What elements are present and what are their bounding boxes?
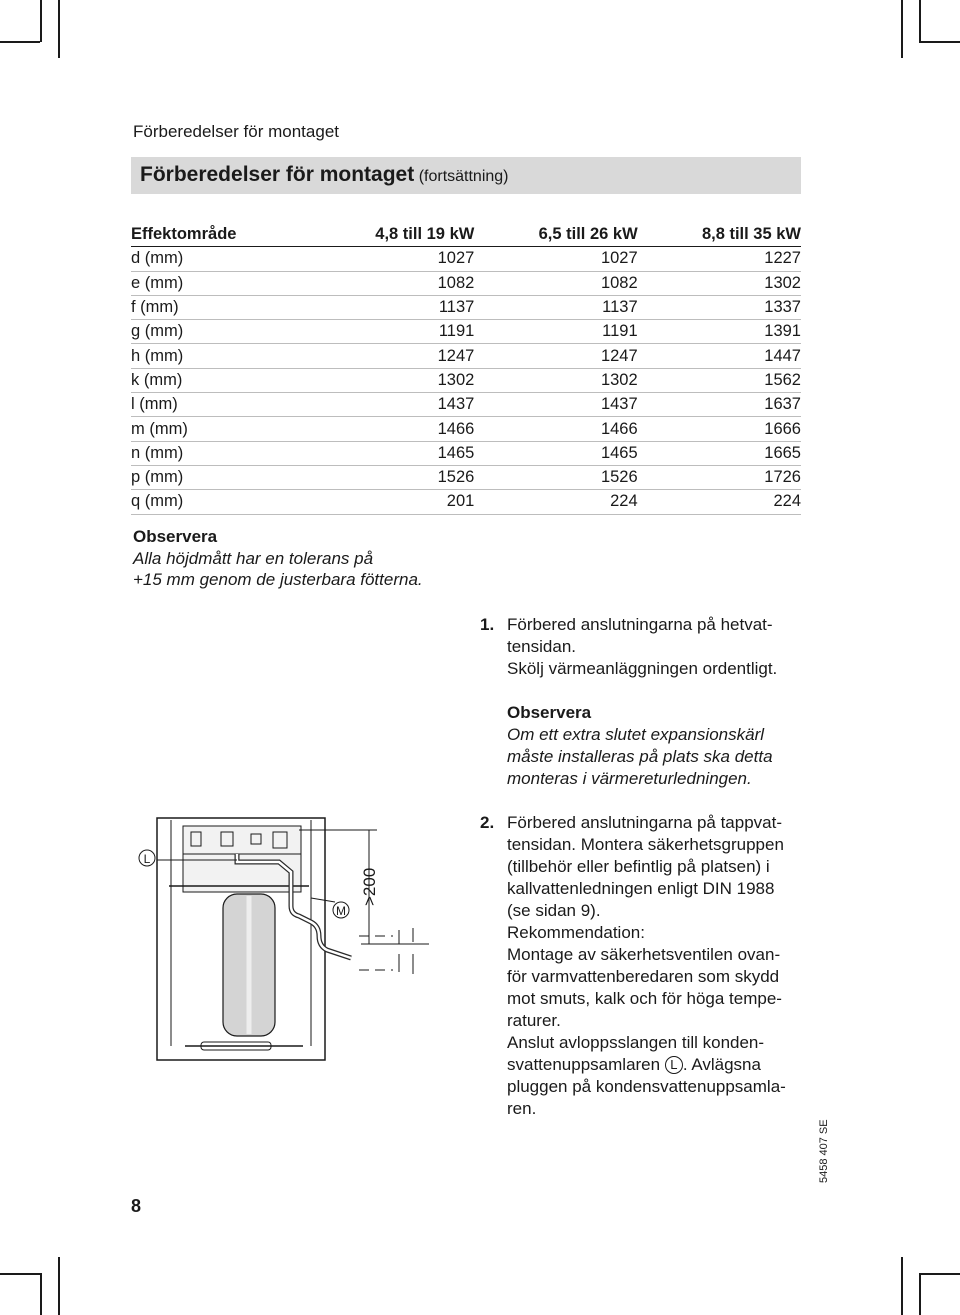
step-line: Montage av säkerhetsventilen ovan- [507,945,781,964]
table-row [131,393,801,417]
table-row [131,344,801,368]
table-header-row [131,223,801,247]
note-heading: Observera [133,527,218,546]
page-number: 8 [131,1196,142,1216]
table-cell: 1247 [474,344,637,368]
table-row [131,417,801,441]
table-cell: e (mm) [131,271,311,295]
table-cell: p (mm) [131,465,311,489]
table-cell: 1447 [638,344,801,368]
siphon-marks [399,928,413,974]
crop-mark [919,1273,921,1315]
table-row [131,320,801,344]
step-text: svattenuppsamlaren [507,1055,661,1074]
table-cell: k (mm) [131,368,311,392]
crop-mark [40,0,42,42]
table-cell: 224 [638,490,801,514]
crop-mark [0,41,40,43]
dimension-label: >200 [360,867,379,906]
table-cell: 1465 [474,441,637,465]
column-header: 4,8 till 19 kW [311,223,474,247]
table-row [131,465,801,489]
table-cell: 1302 [474,368,637,392]
step-line: kallvattenledningen enligt DIN 1988 [507,879,775,898]
table-cell: 1465 [311,441,474,465]
table-cell: g (mm) [131,320,311,344]
table-cell: 1466 [474,417,637,441]
crop-mark [58,0,60,58]
step-1 [480,614,810,680]
table-row [131,368,801,392]
expansion-vessel-note [507,702,810,790]
table-cell: 1562 [638,368,801,392]
step-line: Förbered anslutningarna på hetvat- [507,615,773,634]
table-cell: 1082 [474,271,637,295]
step-line: för varmvattenberedaren som skydd [507,967,780,986]
crop-mark [919,0,921,42]
table-cell: 1665 [638,441,801,465]
table-cell: f (mm) [131,295,311,319]
table-cell: h (mm) [131,344,311,368]
step-line: pluggen på kondensvattenuppsamla- [507,1077,786,1096]
section-title: Förberedelser för montaget [140,163,415,186]
note-line: Om ett extra slutet expansionskärl [507,725,765,744]
step-line: Rekommendation: [507,923,645,942]
section-title-continuation: (fortsättning) [418,168,509,185]
dimensions-table [131,223,801,515]
table-cell: 1437 [311,393,474,417]
table-cell: 1302 [311,368,474,392]
table-cell: 1437 [474,393,637,417]
crop-mark [901,1257,903,1315]
table-cell: 1466 [311,417,474,441]
table-cell: 1526 [474,465,637,489]
step-line [507,1054,810,1076]
table-cell: 1027 [474,247,637,271]
note-line: Alla höjdmått har en tolerans på [133,548,374,568]
step-text: . Avlägsna [682,1055,761,1074]
table-cell: 1227 [638,247,801,271]
table-cell: l (mm) [131,393,311,417]
table-cell: m (mm) [131,417,311,441]
table-cell: 1082 [311,271,474,295]
note-heading: Observera [507,703,592,722]
table-cell: 1637 [638,393,801,417]
note-line: +15 mm genom de justerbara fötterna. [133,570,423,589]
table-row [131,295,801,319]
table-cell: 224 [474,490,637,514]
table-cell: 1191 [474,320,637,344]
note-line: monteras i värmereturledningen. [507,769,752,788]
column-header: Effektområde [131,223,311,247]
table-cell: 1302 [638,271,801,295]
table-cell: 1247 [311,344,474,368]
column-header: 6,5 till 26 kW [474,223,637,247]
table-cell: d (mm) [131,247,311,271]
table-row [131,441,801,465]
table-cell: 1027 [311,247,474,271]
instruction-steps [480,614,810,1120]
table-cell: 1137 [311,295,474,319]
table-cell: 1726 [638,465,801,489]
table-cell: 1137 [474,295,637,319]
step-line: tensidan. Montera säkerhetsgruppen [507,835,784,854]
ref-l-marker: L [665,1056,683,1074]
column-header: 8,8 till 35 kW [638,223,801,247]
step-2 [480,812,810,1120]
table-row [131,247,801,271]
section-title-bar [131,157,801,194]
table-cell: 1391 [638,320,801,344]
running-head: Förberedelser för montaget [133,122,339,141]
table-cell: 1666 [638,417,801,441]
table-cell: 1526 [311,465,474,489]
crop-mark [919,41,960,43]
step-line: raturer. [507,1011,561,1030]
document-number: 5458 407 SE [818,1119,830,1183]
crop-mark [901,0,903,58]
table-cell: q (mm) [131,490,311,514]
step-number: 2. [480,813,495,832]
step-line: Anslut avloppsslangen till konden- [507,1033,765,1052]
crop-mark [919,1273,960,1275]
table-row [131,271,801,295]
installation-figure [131,810,451,1070]
step-line: (se sidan 9). [507,901,601,920]
crop-mark [40,1273,42,1315]
step-line: (tillbehör eller befintlig på platsen) i [507,857,770,876]
crop-mark [0,1273,40,1275]
step-line: tensidan. [507,637,576,656]
leader-line-m [311,898,335,902]
table-cell: 1337 [638,295,801,319]
step-line: Skölj värmeanläggningen ordentligt. [507,659,778,678]
note-line: måste installeras på plats ska detta [507,747,773,766]
step-line: Förbered anslutningarna på tappvat- [507,813,783,832]
table-cell: 1191 [311,320,474,344]
crop-mark [58,1257,60,1315]
step-line: mot smuts, kalk och för höga tempe- [507,989,782,1008]
table-cell: n (mm) [131,441,311,465]
step-line: ren. [507,1099,537,1118]
step-number: 1. [480,615,495,634]
label-m: M [336,904,346,918]
tolerance-note [133,526,423,591]
floor-dashes [359,936,393,970]
table-cell: 201 [311,490,474,514]
label-l: L [143,852,151,866]
table-row [131,490,801,514]
